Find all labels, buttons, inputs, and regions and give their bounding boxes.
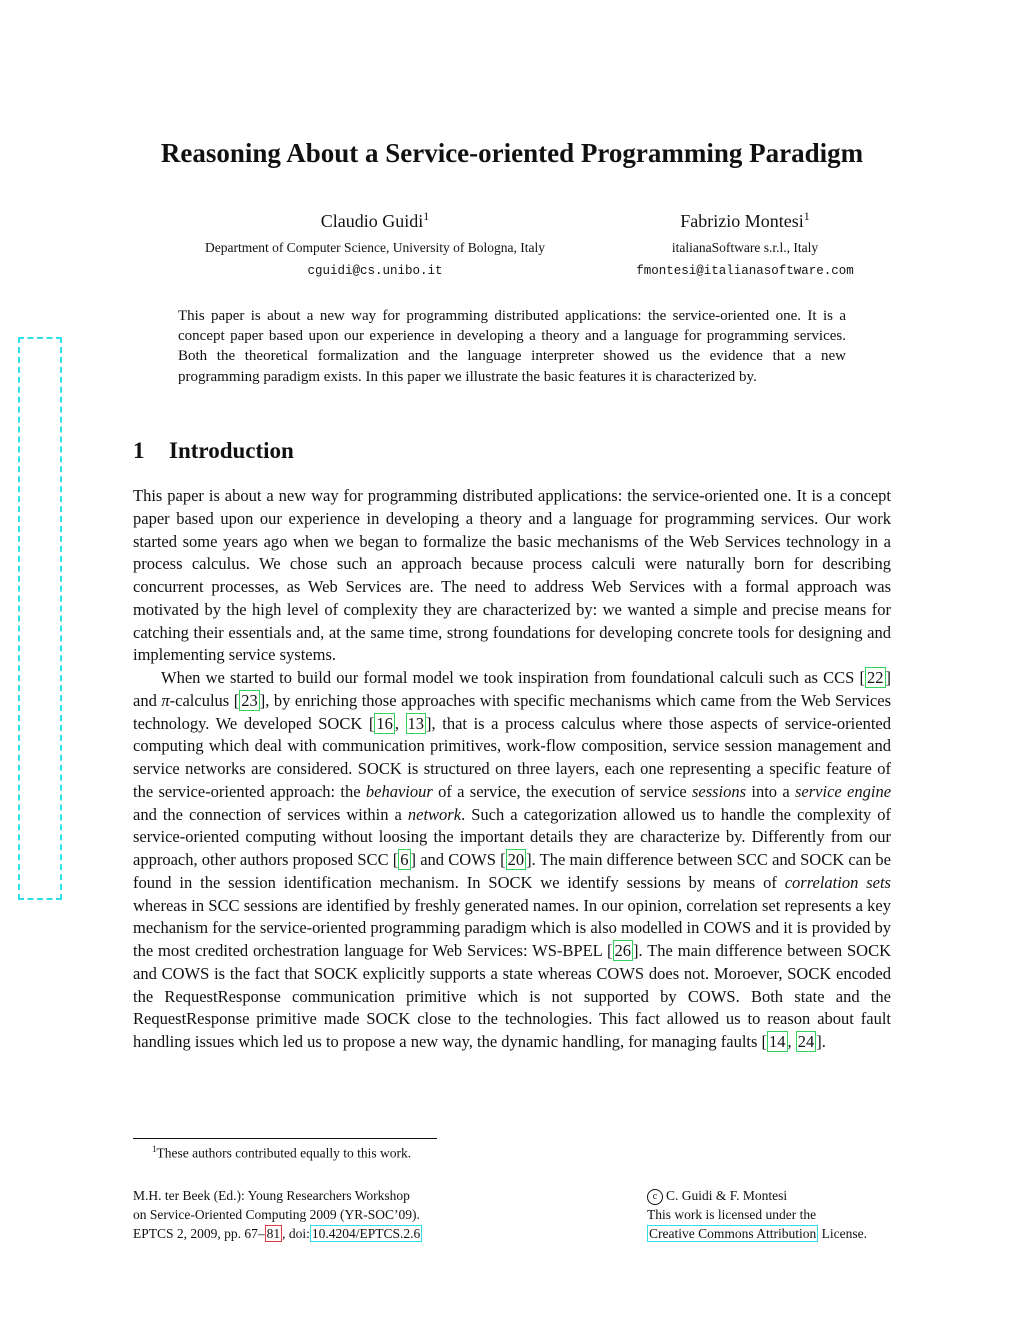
citation-link[interactable]: 22 (867, 668, 884, 687)
author-email[interactable]: fmontesi@italianasoftware.com (636, 264, 854, 278)
section-title: Introduction (169, 438, 294, 463)
paper-title: Reasoning About a Service-oriented Programming Paradigm (160, 138, 864, 168)
footnote: $^1$These authors contributed equally to this work. (152, 1144, 412, 1161)
copyright-icon: c (647, 1189, 663, 1205)
section-heading (133, 438, 294, 464)
author-affiliation: Department of Computer Science, University of Bologna, Italy (204, 240, 546, 255)
doi-link[interactable]: 10.4204/EPTCS.2.6 (311, 1226, 421, 1241)
license-link[interactable]: Creative Commons Attribution (649, 1226, 817, 1241)
abstract: This paper is about a new way for programming distributed applications: the service-oriented one. It is a concept paper based upon our experience in developing a theory and a language for programming services. Both the theoretical formalization and the language interpreter showed us the evidence that a new programming paradigm exists. In this paper we illustrate the basic features it is characterized by. (178, 308, 846, 385)
emphasis: sessions (691, 781, 747, 801)
author-email[interactable]: cguidi@cs.unibo.it (307, 264, 443, 278)
license-line: Creative Commons Attribution License. (649, 1226, 867, 1241)
emphasis: correlation sets (784, 872, 891, 892)
citation-link[interactable]: 23 (241, 690, 258, 710)
citation-link[interactable]: 24 (797, 1032, 815, 1051)
publication-info (133, 1186, 422, 1243)
citation-link[interactable]: 13 (407, 713, 425, 733)
author-block-guidi (165, 205, 585, 278)
citation-link[interactable]: 26 (614, 941, 632, 960)
citation-link[interactable]: 14 (769, 1032, 786, 1051)
author-name: Claudio Guidi$^1$ (320, 209, 430, 231)
author-name: Fabrizio Montesi$^1$ (680, 209, 810, 231)
publication-line: EPTCS 2, 2009, pp. 67– 81 , doi: 10.4204/EPTCS.2.6 (133, 1226, 421, 1241)
last-page-link[interactable]: 81 (266, 1226, 281, 1241)
footnote-rule (133, 1138, 437, 1139)
arxiv-stamp-box (18, 337, 62, 900)
paragraph-1: This paper is about a new way for programming distributed applications: the service-oriented one. It is a concept paper based upon our experience in developing a theory and a language for programming services. Our work started some years ago when we began to formalize the basic mechanisms of the Web Services technology in a process calculus. We chose such an approach because process calculi were naturally born for describing concurrent processes, as Web Services are. The need to address Web Services with a formal approach was motivated by the high level of complexity they are characterized by: we wanted a simple and precise means for catching their essentials and, at the same time, strong foundations for developing concrete tools for designing and implementing service systems. (133, 486, 891, 665)
pi-symbol: π (161, 690, 170, 710)
author-affiliation: italianaSoftware s.r.l., Italy (671, 240, 819, 255)
section-number: 1 (133, 438, 145, 463)
emphasis: network (407, 804, 462, 824)
emphasis: service engine (795, 781, 892, 801)
citation-link[interactable]: 20 (507, 850, 525, 869)
emphasis: behaviour (365, 781, 433, 801)
license-info (647, 1186, 867, 1243)
license-line: This work is licensed under the (647, 1207, 817, 1222)
copyright-line: c C. Guidi & F. Montesi (647, 1186, 867, 1205)
citation-link[interactable]: 6 (400, 850, 409, 869)
publication-line: M.H. ter Beek (Ed.): Young Researchers Workshop (133, 1188, 410, 1203)
author-block-montesi (595, 205, 895, 278)
section-body (133, 485, 891, 1054)
paragraph-2: When we started to build our formal model we took inspiration from foundational calculi such as CCS [ 22 ] and π-calculus [ 23 ], by enriching those approaches with specific mechanisms which came from the Web Services technology. We developed SOCK [ 16 , 13 ], that is a process calculus where those aspects of service-oriented computing which deal with communication primitives, work-flow composition, service session management and service networks are considered. SOCK is structured on three layers, each one representing a specific feature of the service-oriented approach: the behaviour of a service, the execution of service sessions into a service engine and the connection of services within a network. Such a categorization allowed us to handle the complexity of service-oriented computing without loosing the important details they are characterize by. Differently from our approach, other authors proposed SCC [ 6 ] and COWS [ 20 ]. The main difference between SCC and SOCK can be found in the session identification mechanism. In SOCK we identify sessions by means of correlation sets whereas in SCC sessions are identified by freshly generated names. In our opinion, correlation set represents a key mechanism for the service-oriented programming paradigm which is also modelled in COWS and it is provided by the most credited orchestration language for Web Services: WS-BPEL [ 26 ]. The main difference between SOCK and COWS is the fact that SOCK explicitly supports a state whereas COWS does not. Moroever, SOCK encoded the RequestResponse communication primitive which is not supported by COWS. Both state and the RequestResponse primitive made SOCK close to the technologies. This fact allowed us to reason about fault handling issues which led us to propose a new way, the dynamic handling, for managing faults [ 14 , 24 ]. (133, 668, 892, 1051)
citation-link[interactable]: 16 (376, 713, 393, 733)
publication-line: on Service-Oriented Computing 2009 (YR-SOC’09). (133, 1207, 420, 1222)
